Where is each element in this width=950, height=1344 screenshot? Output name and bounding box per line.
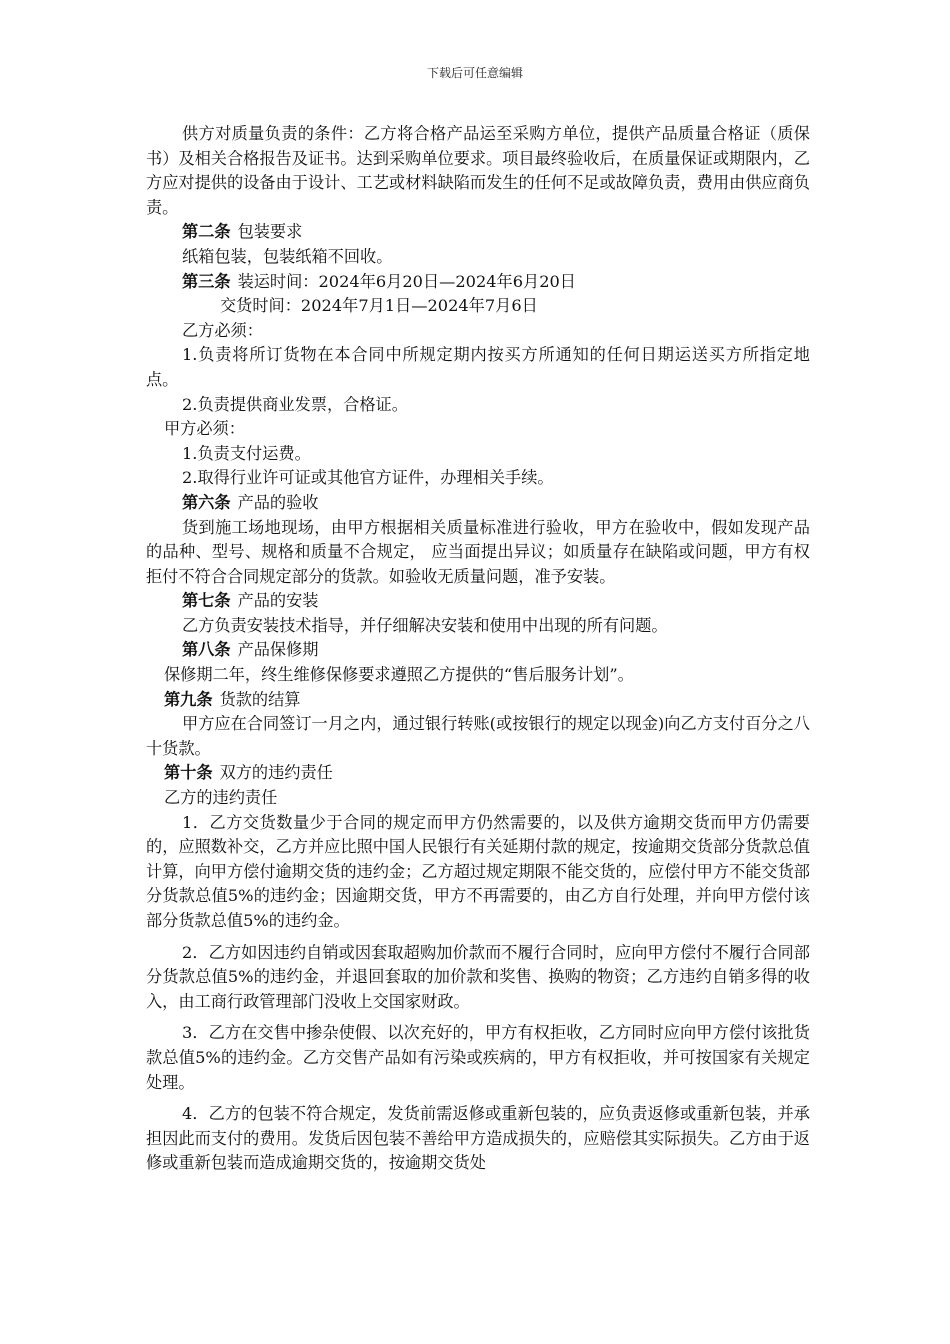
party-b-duty-1: 1.负责将所订货物在本合同中所规定期内按买方所通知的任何日期运送买方所指定地点。 [146,345,810,389]
liability-clause-2: 2．乙方如因违约自销或因套取超购加价款而不履行合同时，应向甲方偿付不履行合同部分货款总值5%的违约金，并退回套取的加价款和奖售、换购的物资；乙方违约自销多得的收入，由工商行政管理部门没收上交国家财政。 [146,942,810,1011]
article-3-title: 第三条 [182,271,231,291]
article-8-heading [146,638,810,663]
contract-body [146,122,810,1176]
party-a-duty-2: 2.取得行业许可证或其他官方证件，办理相关手续。 [182,468,554,488]
party-b-duty-2: 2.负责提供商业发票，合格证。 [182,394,408,414]
article-6-heading [146,491,810,516]
article-7-text: 乙方负责安装技术指导，并仔细解决安装和使用中出现的所有问题。 [182,615,668,635]
article-7-title: 第七条 [182,591,231,611]
article-10-name: 双方的违约责任 [219,763,333,783]
party-a-must-heading: 甲方必须： [164,419,245,439]
article-2-title: 第二条 [182,222,231,242]
quality-responsibility-paragraph: 供方对质量负责的条件：乙方将合格产品运至采购方单位，提供产品质量合格证（质保书）及相关合格报告及证书。达到采购单位要求。项目最终验收后，在质量保证或期限内，乙方应对提供的设备由于设计、工艺或材料缺陷而发生的任何不足或故障负责，费用由供应商负责。 [146,124,810,217]
article-3-heading [146,270,810,295]
party-b-liability-heading: 乙方的违约责任 [164,788,278,808]
page-header-note: 下载后可任意编辑 [426,66,523,80]
article-2-text: 纸箱包装，包装纸箱不回收。 [182,246,393,266]
article-6-text: 货到施工场地现场，由甲方根据相关质量标准进行验收，甲方在验收中，假如发现产品的品种、型号、规格和质量不合规定， 应当面提出异议；如质量存在缺陷或问题，甲方有权拒付不符合合同规定部分的货款。如验收无质量问题，准予安装。 [146,517,810,586]
party-b-must-heading: 乙方必须： [182,320,263,340]
article-9-heading [146,688,810,713]
liability-clause-4: 4．乙方的包装不符合规定，发货前需返修或重新包装的，应负责返修或重新包装，并承担因此而支付的费用。发货后因包装不善给甲方造成损失的，应赔偿其实际损失。乙方由于返修或重新包装而造成逾期交货的，按逾期交货处 [146,1104,810,1173]
article-7-heading [146,589,810,614]
article-8-title: 第八条 [182,640,231,660]
article-9-name: 货款的结算 [219,689,301,709]
article-9-title: 第九条 [164,689,213,709]
article-6-title: 第六条 [182,492,231,512]
article-2-name: 包装要求 [237,222,303,242]
article-9-text: 甲方应在合同签订一月之内，通过银行转账(或按银行的规定以现金)向乙方支付百分之八十货款。 [146,714,810,758]
liability-clause-3: 3．乙方在交售中掺杂使假、以次充好的，甲方有权拒收，乙方同时应向甲方偿付该批货款总值5%的违约金。乙方交售产品如有污染或疾病的，甲方有权拒收，并可按国家有关规定处理。 [146,1023,810,1092]
article-10-heading [146,761,810,786]
article-2-heading [146,220,810,245]
party-a-duty-1: 1.负责支付运费。 [182,443,311,463]
article-8-name: 产品保修期 [237,640,319,660]
article-10-title: 第十条 [164,763,213,783]
shipping-time: 装运时间：2024年6月20日—2024年6月20日 [237,271,576,291]
article-6-name: 产品的验收 [237,492,319,512]
delivery-time: 交货时间：2024年7月1日—2024年7月6日 [220,296,538,316]
liability-clause-1: 1．乙方交货数量少于合同的规定而甲方仍然需要的，以及供方逾期交货而甲方仍需要的，应照数补交，乙方并应比照中国人民银行有关延期付款的规定，按逾期交货部分货款总值计算，向甲方偿付逾期交货的违约金；乙方超过规定期限不能交货的，应偿付甲方不能交货部分货款总值5%的违约金；因逾期交货，甲方不再需要的，由乙方自行处理，并向甲方偿付该部分货款总值5%的违约金。 [146,812,810,930]
article-8-text: 保修期二年，终生维修保修要求遵照乙方提供的“售后服务计划”。 [164,665,634,685]
article-7-name: 产品的安装 [237,591,319,611]
